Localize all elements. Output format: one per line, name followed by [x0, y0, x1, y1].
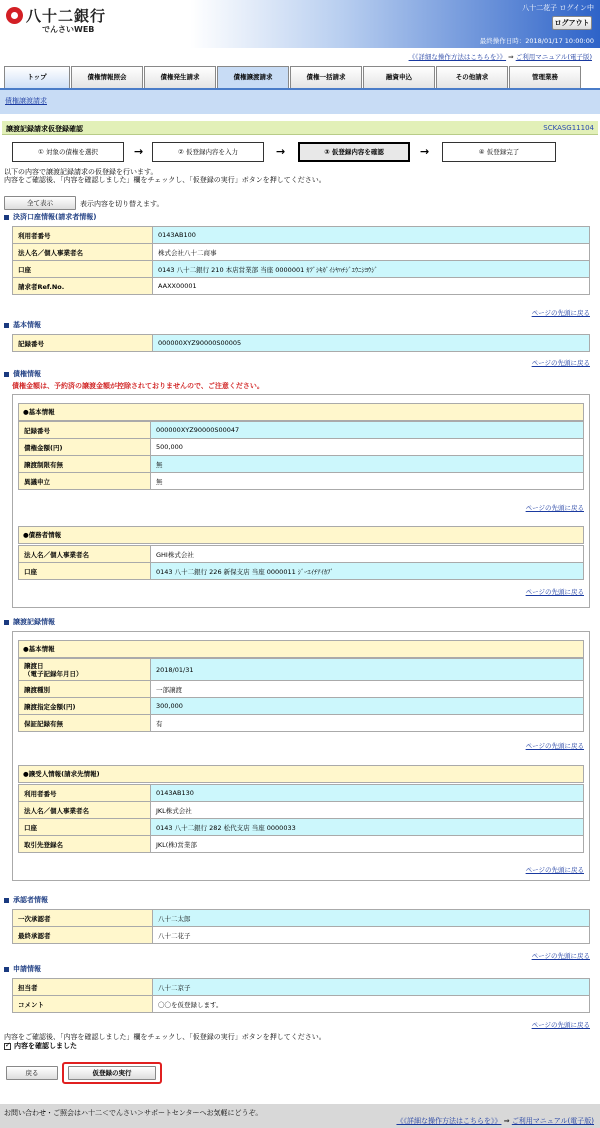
- table-row: [13, 261, 590, 278]
- main-tabs: [4, 66, 582, 88]
- row-value: JKL株式会社: [151, 802, 584, 819]
- transfer-basic-heading: ●基本情報: [18, 640, 584, 658]
- row-label: 記録番号: [13, 335, 153, 352]
- row-label: 保証記録有無: [19, 715, 151, 732]
- section-settlement-title: 決済口座情報(請求者情報): [4, 212, 96, 222]
- table-row: [13, 278, 590, 295]
- tab-credit-issue[interactable]: 債権発生請求: [144, 66, 216, 88]
- table-row: [13, 244, 590, 261]
- credit-warning: 債権金額は、予約済の譲渡金額が控除されておりませんので、ご注意ください。: [12, 382, 264, 390]
- credit-basic-heading: ●基本情報: [18, 403, 584, 421]
- table-row: [19, 681, 584, 698]
- row-label: 請求者Ref.No.: [13, 278, 153, 295]
- sub-navigation: [0, 88, 600, 114]
- submit-provisional-button[interactable]: 仮登録の実行: [68, 1066, 156, 1080]
- manual-link[interactable]: ご利用マニュアル(電子版): [515, 53, 592, 61]
- row-label: 口座: [19, 819, 151, 836]
- confirm-checkbox-label: 内容を確認しました: [14, 1042, 77, 1050]
- row-value: 500,000: [151, 439, 584, 456]
- table-row: [19, 715, 584, 732]
- row-label: 最終承認者: [13, 927, 153, 944]
- row-value: 無: [151, 473, 584, 490]
- row-label: 譲渡制限有無: [19, 456, 151, 473]
- table-row: [13, 335, 590, 352]
- detail-link[interactable]: 《《詳細な操作方法はこちらを》》: [396, 1117, 502, 1125]
- checkbox-checked-icon[interactable]: [4, 1043, 11, 1050]
- page-top-link[interactable]: ページの先頭に戻る: [525, 866, 584, 874]
- row-label: 譲渡日 （電子記録年月日）: [19, 659, 151, 681]
- row-value: 0143 八十二銀行 226 新保支店 当座 0000011 ｼﾞｰｴｲﾁｱｲｶﾌﾞ: [151, 563, 584, 580]
- row-label: 異議申立: [19, 473, 151, 490]
- table-row: [19, 422, 584, 439]
- table-row: [13, 996, 590, 1013]
- row-label: 譲渡種別: [19, 681, 151, 698]
- approver-table: [12, 909, 590, 944]
- step-3-current: ③ 仮登録内容を確認: [298, 142, 410, 162]
- row-value: GHI株式会社: [151, 546, 584, 563]
- arrow-icon: ⇒: [503, 1117, 510, 1125]
- tab-credit-inquiry[interactable]: 債権情報照会: [71, 66, 143, 88]
- step-arrow-icon: →: [420, 145, 430, 158]
- table-row: [19, 785, 584, 802]
- row-value: 八十二花子: [153, 927, 590, 944]
- confirm-checkbox[interactable]: [4, 1041, 77, 1051]
- step-1: ① 対象の債権を選択: [12, 142, 124, 162]
- arrow-icon: ⇒: [508, 53, 514, 61]
- row-value: 八十二京子: [153, 979, 590, 996]
- section-basic-title: 基本情報: [4, 320, 41, 330]
- bank-logo-icon: [6, 7, 23, 24]
- subnav-transfer-request[interactable]: 債権譲渡請求: [5, 97, 47, 105]
- row-value: 無: [151, 456, 584, 473]
- intro-line-1: 以下の内容で譲渡記録請求の仮登録を行います。: [4, 168, 158, 176]
- table-row: [13, 910, 590, 927]
- row-value: 000000XYZ90000S00047: [151, 422, 584, 439]
- table-row: [19, 546, 584, 563]
- row-value: 000000XYZ90000S00005: [153, 335, 590, 352]
- tab-other-requests[interactable]: その他請求: [436, 66, 508, 88]
- screen-code: SCKASG11104: [543, 124, 594, 132]
- page-top-link[interactable]: ページの先頭に戻る: [531, 309, 590, 317]
- row-label: 利用者番号: [13, 227, 153, 244]
- row-label: 取引先登録名: [19, 836, 151, 853]
- top-links: [409, 52, 592, 61]
- tab-bulk-request[interactable]: 債権一括請求: [290, 66, 362, 88]
- table-row: [19, 563, 584, 580]
- receiver-table: [18, 784, 584, 853]
- row-label: 記録番号: [19, 422, 151, 439]
- row-value: 0143AB130: [151, 785, 584, 802]
- table-row: [19, 819, 584, 836]
- tab-financing[interactable]: 融資申込: [363, 66, 435, 88]
- row-label: 口座: [13, 261, 153, 278]
- last-operation-time: 最終操作日時：2018/01/17 10:00:00: [479, 37, 594, 45]
- tab-management[interactable]: 管理業務: [509, 66, 581, 88]
- row-label: コメント: [13, 996, 153, 1013]
- detail-link[interactable]: 《《詳細な操作方法はこちらを》》: [408, 53, 507, 61]
- confirm-note: 内容をご確認後、「内容を確認しました」欄をチェックし、「仮登録の実行」ボタンを押してください。: [4, 1033, 326, 1041]
- bank-name: 八十二銀行: [26, 7, 107, 25]
- header: [0, 0, 600, 48]
- row-label: 担当者: [13, 979, 153, 996]
- receiver-heading: ●譲受人情報(請求先情報): [18, 765, 584, 783]
- row-value: 0143 八十二銀行 282 松代支店 当座 0000033: [151, 819, 584, 836]
- page-top-link[interactable]: ページの先頭に戻る: [531, 359, 590, 367]
- basic-table: [12, 334, 590, 352]
- row-label: 法人名／個人事業者名: [13, 244, 153, 261]
- bank-logo: [6, 5, 106, 26]
- section-application-title: 申請情報: [4, 964, 41, 974]
- page-top-link[interactable]: ページの先頭に戻る: [525, 588, 584, 596]
- transfer-basic-table: [18, 658, 584, 732]
- table-row: [19, 698, 584, 715]
- footer-links: [396, 1116, 594, 1126]
- page-top-link[interactable]: ページの先頭に戻る: [531, 952, 590, 960]
- page-title-bar: [2, 121, 598, 135]
- show-all-note: 表示内容を切り替えます。: [80, 200, 164, 208]
- step-2: ② 仮登録内容を入力: [152, 142, 264, 162]
- intro-text: [4, 168, 326, 184]
- application-table: [12, 978, 590, 1013]
- section-credit-title: 債権情報: [4, 369, 41, 379]
- row-label: 法人名／個人事業者名: [19, 546, 151, 563]
- row-value: 300,000: [151, 698, 584, 715]
- row-label: 法人名／個人事業者名: [19, 802, 151, 819]
- section-approver-title: 承認者情報: [4, 895, 48, 905]
- credit-basic-table: [18, 421, 584, 490]
- page-top-link[interactable]: ページの先頭に戻る: [525, 504, 584, 512]
- table-row: [19, 473, 584, 490]
- row-value: JKL(株)営業部: [151, 836, 584, 853]
- row-label: 利用者番号: [19, 785, 151, 802]
- service-name: でんさいWEB: [42, 25, 95, 34]
- user-status: 八十二花子 ログイン中: [522, 4, 594, 12]
- tab-top[interactable]: トップ: [4, 66, 70, 88]
- settlement-table: [12, 226, 590, 295]
- table-row: [19, 836, 584, 853]
- tab-credit-transfer[interactable]: 債権譲渡請求: [217, 66, 289, 88]
- row-value: 八十二太郎: [153, 910, 590, 927]
- debtor-heading: ●債務者情報: [18, 526, 584, 544]
- manual-link[interactable]: ご利用マニュアル(電子版): [511, 1117, 594, 1125]
- table-row: [13, 979, 590, 996]
- row-label: 口座: [19, 563, 151, 580]
- table-row: [19, 659, 584, 681]
- intro-line-2: 内容をご確認後、「内容を確認しました」欄をチェックし、「仮登録の実行」ボタンを押してください。: [4, 176, 326, 184]
- row-value: 0143 八十二銀行 210 本店営業部 当座 0000001 ｶﾌﾞｼｷｶﾞｲｼﾔﾊﾁｼﾞﾕｳﾆｼﾖｳｼﾞ: [153, 261, 590, 278]
- back-button[interactable]: 戻る: [6, 1066, 58, 1080]
- row-label: 債権金額(円): [19, 439, 151, 456]
- row-value: 〇〇を仮登録します。: [153, 996, 590, 1013]
- step-arrow-icon: →: [134, 145, 144, 158]
- table-row: [13, 227, 590, 244]
- page-top-link[interactable]: ページの先頭に戻る: [525, 742, 584, 750]
- row-label: 譲渡指定金額(円): [19, 698, 151, 715]
- table-row: [19, 802, 584, 819]
- step-arrow-icon: →: [276, 145, 286, 158]
- page-title: 譲渡記録請求仮登録確認: [6, 125, 83, 133]
- row-value: 有: [151, 715, 584, 732]
- row-value: 2018/01/31: [151, 659, 584, 681]
- row-value: 一部譲渡: [151, 681, 584, 698]
- step-4: ④ 仮登録完了: [442, 142, 556, 162]
- table-row: [13, 927, 590, 944]
- page-top-link[interactable]: ページの先頭に戻る: [531, 1021, 590, 1029]
- logout-button[interactable]: ログアウト: [552, 16, 592, 30]
- table-row: [19, 456, 584, 473]
- footer-contact: お問い合わせ・ご照会はハ十二＜でんさい＞サポートセンターへお気軽にどうぞ。: [4, 1109, 263, 1117]
- show-all-button[interactable]: 全て表示: [4, 196, 76, 210]
- debtor-table: [18, 545, 584, 580]
- row-value: AAXX00001: [153, 278, 590, 295]
- row-label: 一次承認者: [13, 910, 153, 927]
- row-value: 0143AB100: [153, 227, 590, 244]
- footer: [0, 1104, 600, 1128]
- table-row: [19, 439, 584, 456]
- section-transfer-title: 譲渡記録情報: [4, 617, 55, 627]
- row-value: 株式会社八十二商事: [153, 244, 590, 261]
